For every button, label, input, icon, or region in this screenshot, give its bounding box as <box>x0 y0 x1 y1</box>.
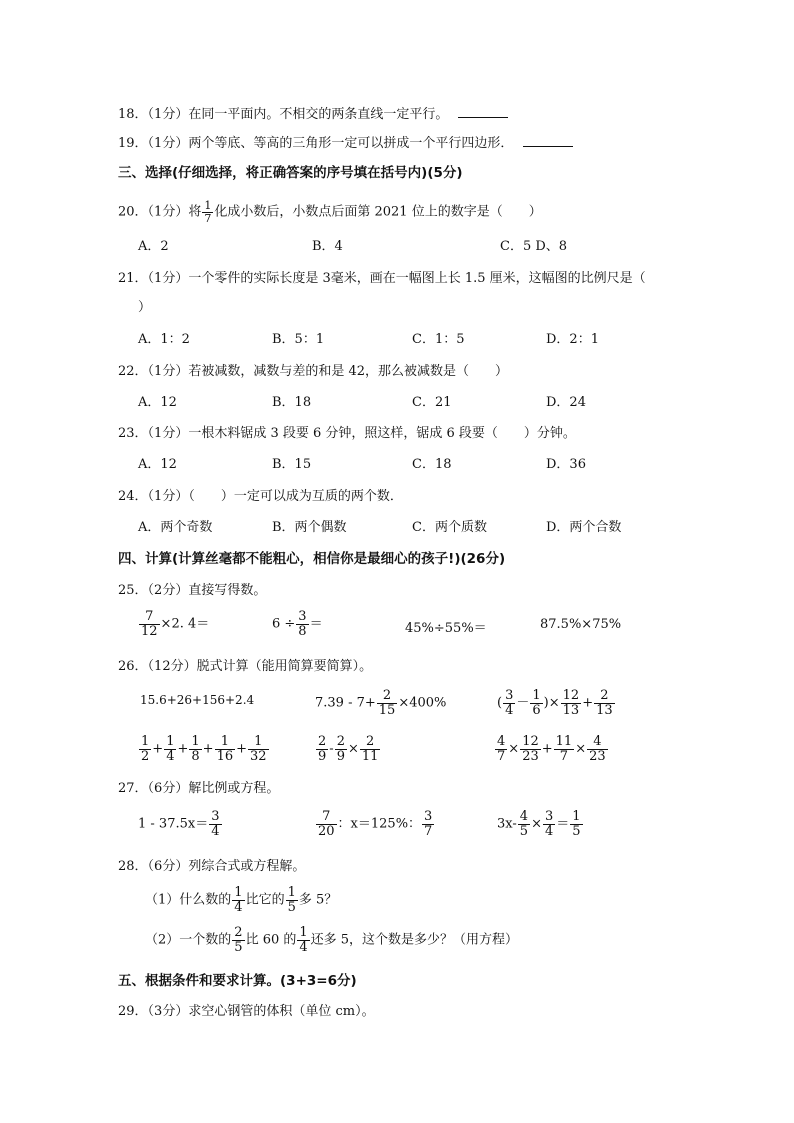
answer-blank[interactable] <box>523 134 573 147</box>
expression-25-2 <box>272 610 323 638</box>
denominator: 11 <box>361 748 379 764</box>
fraction <box>232 886 244 914</box>
expression-26-1: 15.6+26+156+2.4 <box>140 693 255 707</box>
option-c[interactable]: C．18 <box>412 457 452 472</box>
expression-25-1 <box>138 610 209 638</box>
option-a[interactable]: A．12 <box>138 395 177 410</box>
numerator: 1 <box>191 734 200 749</box>
question-score: （1分） <box>147 204 189 220</box>
numerator: 1 <box>248 735 269 750</box>
question-number: 25． <box>118 583 148 598</box>
fraction <box>561 689 582 717</box>
numerator: 3 <box>211 809 220 824</box>
numerator: 1 <box>287 885 296 900</box>
operator: × <box>575 741 587 757</box>
question-number: 21． <box>118 271 148 286</box>
option-d[interactable]: D．两个合数 <box>546 520 622 535</box>
expression-text: ＝ <box>309 616 323 632</box>
paren-open: ( <box>497 695 503 711</box>
operator: + <box>202 741 214 757</box>
fraction <box>164 735 176 763</box>
expression-text: 1 - 37.5x＝ <box>138 816 209 832</box>
operator: ＝ <box>556 816 570 832</box>
question-23 <box>118 425 576 443</box>
denominator: 15 <box>378 702 396 718</box>
denominator: 12 <box>141 623 158 639</box>
fraction <box>248 735 269 763</box>
question-score: （1分） <box>147 364 189 379</box>
question-score: （6分） <box>147 859 189 874</box>
question-text: （1）什么数的 <box>145 892 232 908</box>
denominator: 4 <box>505 702 514 718</box>
question-number: 19． <box>118 136 148 151</box>
question-text: 两个等底、等高的三角形一定可以拼成一个平行四边形． <box>188 136 514 151</box>
fraction <box>335 735 347 763</box>
numerator: 12 <box>522 734 539 749</box>
question-score: （6分） <box>147 781 189 796</box>
option-d[interactable]: D．36 <box>546 457 586 472</box>
question-number: 20． <box>118 204 148 220</box>
option-b[interactable]: B．18 <box>272 395 312 410</box>
question-text: （2）一个数的 <box>145 932 232 948</box>
question-27 <box>118 780 279 798</box>
numerator: 2 <box>336 734 345 749</box>
numerator: 7 <box>316 810 337 825</box>
option-c[interactable]: C．1：5 <box>412 332 465 347</box>
numerator: 4 <box>587 735 608 750</box>
expression-text: 6 ÷ <box>272 616 296 632</box>
fraction <box>503 689 515 717</box>
operator: + <box>177 741 189 757</box>
fraction <box>520 735 541 763</box>
denominator: 13 <box>562 702 580 718</box>
operator: × <box>347 741 359 757</box>
question-number: 26． <box>118 659 148 674</box>
expression-26-5 <box>315 735 381 763</box>
question-29 <box>118 1003 375 1021</box>
denominator: 2 <box>141 748 150 764</box>
option-d[interactable]: D．2：1 <box>546 332 599 347</box>
numerator: 1 <box>532 688 541 703</box>
fraction <box>189 735 201 763</box>
fraction <box>232 926 244 954</box>
numerator: 3 <box>298 609 307 624</box>
denominator: 4 <box>234 899 243 915</box>
expression-text: ：x＝125%： <box>337 816 422 832</box>
question-25 <box>118 582 266 600</box>
equation-27-3 <box>497 810 584 838</box>
paren-close: ) <box>543 695 549 711</box>
operator: － <box>516 695 530 711</box>
section-heading-5: 五、根据条件和要求计算。(3+3=6分) <box>118 973 357 989</box>
denominator: 9 <box>336 748 345 764</box>
question-number: 22． <box>118 364 148 379</box>
fraction <box>530 689 542 717</box>
expression-26-4 <box>138 735 270 763</box>
question-text: （ ）一定可以成为互质的两个数． <box>188 489 403 504</box>
option-c[interactable]: C．5 D、8 <box>500 239 568 254</box>
option-b[interactable]: B．4 <box>312 239 343 254</box>
operator: × <box>531 816 542 832</box>
section-heading-3: 三、选择(仔细选择，将正确答案的序号填在括号内)(5分) <box>118 165 463 181</box>
numerator: 11 <box>555 734 573 749</box>
question-text: 若被减数，减数与差的和是 42，那么被减数是（ ） <box>188 364 509 379</box>
question-text: 化成小数后，小数点后面第 2021 位上的数字是（ ） <box>214 204 542 220</box>
question-text: 列综合式或方程解。 <box>188 859 306 874</box>
answer-blank[interactable] <box>458 105 508 118</box>
denominator: 20 <box>318 823 335 839</box>
denominator: 8 <box>298 623 307 639</box>
question-24 <box>118 488 403 506</box>
option-b[interactable]: B．两个偶数 <box>272 520 347 535</box>
question-number: 23． <box>118 426 148 441</box>
fraction <box>316 810 337 838</box>
question-22 <box>118 363 508 381</box>
numerator: 2 <box>594 689 615 704</box>
option-a[interactable]: A．1：2 <box>138 332 190 347</box>
fraction <box>296 610 308 638</box>
question-number: 28． <box>118 859 148 874</box>
question-text: 还多 5，这个数是多少？（用方程） <box>310 932 519 948</box>
numerator: 12 <box>562 688 580 703</box>
numerator: 1 <box>141 734 150 749</box>
denominator: 6 <box>532 702 541 718</box>
numerator: 1 <box>299 925 308 940</box>
expression-25-3: 45%÷55%＝ <box>405 621 487 636</box>
question-text: 直接写得数。 <box>188 583 267 598</box>
option-c[interactable]: C．两个质数 <box>412 520 487 535</box>
denominator: 5 <box>572 823 581 839</box>
denominator: 4 <box>166 748 175 764</box>
numerator: 3 <box>424 809 433 824</box>
denominator: 7 <box>204 211 212 225</box>
expression-25-4: 87.5%×75% <box>540 617 622 632</box>
question-text: 解比例或方程。 <box>188 781 280 796</box>
denominator: 23 <box>589 748 606 764</box>
numerator: 3 <box>544 809 554 824</box>
section-heading-4: 四、计算(计算丝毫都不能粗心，相信你是最细心的孩子!)(26分) <box>118 551 506 567</box>
numerator: 1 <box>572 809 581 824</box>
question-text: 求空心钢管的体积（单位 cm）。 <box>188 1004 375 1019</box>
denominator: 5 <box>287 899 296 915</box>
numerator: 1 <box>204 199 212 212</box>
question-score: （1分） <box>147 489 189 504</box>
question-score: （1分） <box>147 426 189 441</box>
question-text: 脱式计算（能用简算要简算）。 <box>196 659 373 674</box>
operator: + <box>582 695 594 711</box>
sub-question-28-2 <box>145 926 518 954</box>
question-score: （12分） <box>147 659 197 674</box>
question-text: 多 5？ <box>298 892 338 908</box>
denominator: 9 <box>318 748 327 764</box>
fraction <box>422 810 434 838</box>
question-score: （3分） <box>147 1004 189 1019</box>
operator: + <box>152 741 164 757</box>
fraction <box>360 735 381 763</box>
question-text: 将 <box>188 204 202 220</box>
fraction <box>377 689 398 717</box>
option-a[interactable]: A．12 <box>138 457 177 472</box>
question-text: 在同一平面内。不相交的两条直线一定平行。 <box>188 107 449 122</box>
question-text: 一个零件的实际长度是 3毫米，画在一幅图上长 1.5 厘米，这幅图的比例尺是（ <box>188 271 646 286</box>
numerator: 1 <box>215 735 236 750</box>
question-21 <box>118 270 646 288</box>
numerator: 7 <box>139 610 160 625</box>
option-c[interactable]: C．21 <box>412 395 452 410</box>
equation-27-1 <box>138 810 223 838</box>
equation-27-2 <box>315 810 435 838</box>
expression-text: ×2. 4＝ <box>160 616 210 632</box>
denominator: 5 <box>234 939 243 955</box>
denominator: 5 <box>519 823 529 839</box>
question-score: （1分） <box>147 136 189 151</box>
question-text: 比它的 <box>245 892 285 908</box>
question-number: 18． <box>118 107 148 122</box>
expression-text: 7.39 - 7+ <box>315 695 376 711</box>
question-20 <box>118 200 542 224</box>
numerator: 2 <box>377 689 398 704</box>
question-score: （1分） <box>147 107 189 122</box>
denominator: 4 <box>211 823 220 839</box>
question-18 <box>118 105 508 124</box>
question-score: （1分） <box>147 271 189 286</box>
denominator: 32 <box>250 748 267 764</box>
question-text-continued: ） <box>138 300 152 315</box>
question-26 <box>118 658 372 676</box>
expression-26-3 <box>497 689 616 717</box>
denominator: 13 <box>596 702 613 718</box>
denominator: 16 <box>216 748 234 764</box>
numerator: 4 <box>519 809 529 824</box>
fraction <box>587 735 608 763</box>
fraction <box>209 810 221 838</box>
fraction <box>139 735 151 763</box>
fraction <box>518 810 530 838</box>
expression-text: 3x- <box>497 816 517 832</box>
fraction <box>297 926 309 954</box>
option-a[interactable]: A．两个奇数 <box>138 520 213 535</box>
option-b[interactable]: B．15 <box>272 457 312 472</box>
fraction <box>594 689 615 717</box>
question-number: 29． <box>118 1004 148 1019</box>
numerator: 2 <box>360 735 381 750</box>
fraction <box>286 886 298 914</box>
option-a[interactable]: A．2 <box>138 239 169 254</box>
question-text: 比 60 的 <box>245 932 297 948</box>
option-d[interactable]: D．24 <box>546 395 586 410</box>
numerator: 3 <box>505 688 514 703</box>
denominator: 23 <box>522 748 539 764</box>
fraction <box>570 810 582 838</box>
operator: × <box>508 741 520 757</box>
denominator: 7 <box>497 748 506 764</box>
denominator: 7 <box>559 748 569 764</box>
question-text: 一根木料锯成 3 段要 6 分钟，照这样，锯成 6 段要（ ）分钟。 <box>188 426 576 441</box>
question-number: 24． <box>118 489 148 504</box>
option-b[interactable]: B．5：1 <box>272 332 325 347</box>
numerator: 2 <box>318 734 327 749</box>
numerator: 1 <box>166 734 175 749</box>
fraction <box>215 735 236 763</box>
sub-question-28-1 <box>145 886 337 914</box>
operator: - <box>329 741 334 757</box>
fraction <box>543 810 555 838</box>
denominator: 7 <box>424 823 433 839</box>
denominator: 4 <box>299 939 308 955</box>
denominator: 4 <box>544 823 554 839</box>
fraction <box>202 200 213 224</box>
fraction <box>316 735 328 763</box>
question-19 <box>118 134 573 153</box>
fraction <box>139 610 160 638</box>
numerator: 1 <box>234 885 243 900</box>
question-28 <box>118 858 305 876</box>
expression-26-6 <box>494 735 609 763</box>
numerator: 2 <box>234 925 243 940</box>
fraction <box>554 735 575 763</box>
operator: + <box>236 741 248 757</box>
expression-text: ×400% <box>398 695 447 711</box>
question-number: 27． <box>118 781 148 796</box>
numerator: 4 <box>497 734 506 749</box>
fraction <box>495 735 507 763</box>
operator: + <box>541 741 553 757</box>
expression-26-2 <box>315 689 446 717</box>
question-score: （2分） <box>147 583 189 598</box>
operator: × <box>548 695 560 711</box>
denominator: 8 <box>191 748 200 764</box>
